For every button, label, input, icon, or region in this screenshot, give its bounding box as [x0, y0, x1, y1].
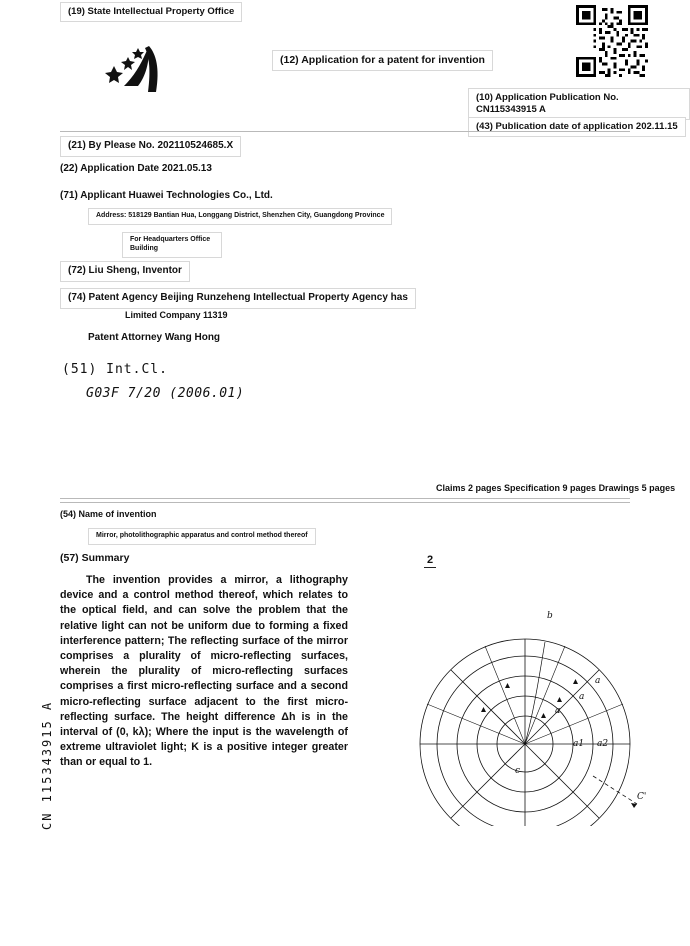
figure-label: a — [579, 692, 585, 702]
figure-mirror-diagram — [405, 596, 655, 826]
figure-svg — [405, 596, 655, 826]
int-cl-value: G03F 7/20 (2006.01) — [86, 386, 245, 401]
summary-body — [60, 573, 348, 770]
figure-label: C' — [637, 792, 647, 802]
figure-label: a — [595, 676, 601, 686]
figure-label: a2 — [597, 739, 609, 749]
int-cl-label: (51) Int.Cl. — [62, 362, 168, 377]
patent-agency-line-1: (74) Patent Agency Beijing Runzeheng Intellectual Property Agency has — [60, 288, 416, 309]
publication-number: (10) Application Publication No. CN115343915 A — [468, 88, 690, 120]
page-number: 2 — [424, 554, 436, 568]
summary-body-text: The invention provides a mirror, a lithography device and a control method thereof, which relates to the optical field, and can solve the problem that the relative light can not be uniform due to forming a fixed interference pattern; The reflecting surface of the mirror comprises a plurality of micro-reflecting surfaces, wherein the plurality of micro-reflecting surfaces comprises a first micro-reflecting surface and a second micro-reflecting surface adjacent to the first micro-reflecting surface. The height difference Δh is in the interval of (0, kλ); Where the input is the wavelength of extreme ultraviolet light; K is a positive integer greater than or equal to 1. — [60, 574, 348, 769]
patent-attorney: Patent Attorney Wang Hong — [88, 332, 221, 343]
application-number: (21) By Please No. 202110524685.X — [60, 136, 241, 157]
side-publication-code: CN 115343915 A — [40, 700, 54, 830]
applicant-address-line-2: For Headquarters Office Building — [122, 232, 222, 258]
divider-middle-2 — [60, 502, 630, 503]
figure-label: b — [547, 611, 553, 621]
summary-label: (57) Summary — [60, 552, 130, 564]
inventor-name: (72) Liu Sheng, Inventor — [60, 261, 190, 282]
invention-name-label: (54) Name of invention — [60, 509, 157, 519]
application-kind: (12) Application for a patent for invention — [272, 50, 493, 71]
divider-top — [60, 131, 630, 132]
figure-label: c — [515, 766, 521, 776]
qr-code-icon — [576, 5, 648, 77]
divider-middle — [60, 498, 630, 499]
figure-label: a1 — [573, 739, 585, 749]
application-date: (22) Application Date 2021.05.13 — [60, 163, 212, 174]
patent-agency-line-2: Limited Company 11319 — [125, 310, 228, 320]
invention-name-value: Mirror, photolithographic apparatus and control method thereof — [88, 528, 316, 545]
figure-label: a — [555, 706, 561, 716]
office-logo-icon — [104, 44, 190, 96]
publication-date: (43) Publication date of application 202.11.15 — [468, 117, 686, 137]
office-name: (19) State Intellectual Property Office — [60, 2, 242, 22]
applicant-address-line-1: Address: 518129 Bantian Hua, Longgang District, Shenzhen City, Guangdong Province — [88, 208, 392, 225]
pages-count-line: Claims 2 pages Specification 9 pages Drawings 5 pages — [436, 483, 676, 493]
applicant-name: (71) Applicant Huawei Technologies Co., Ltd. — [60, 190, 273, 201]
